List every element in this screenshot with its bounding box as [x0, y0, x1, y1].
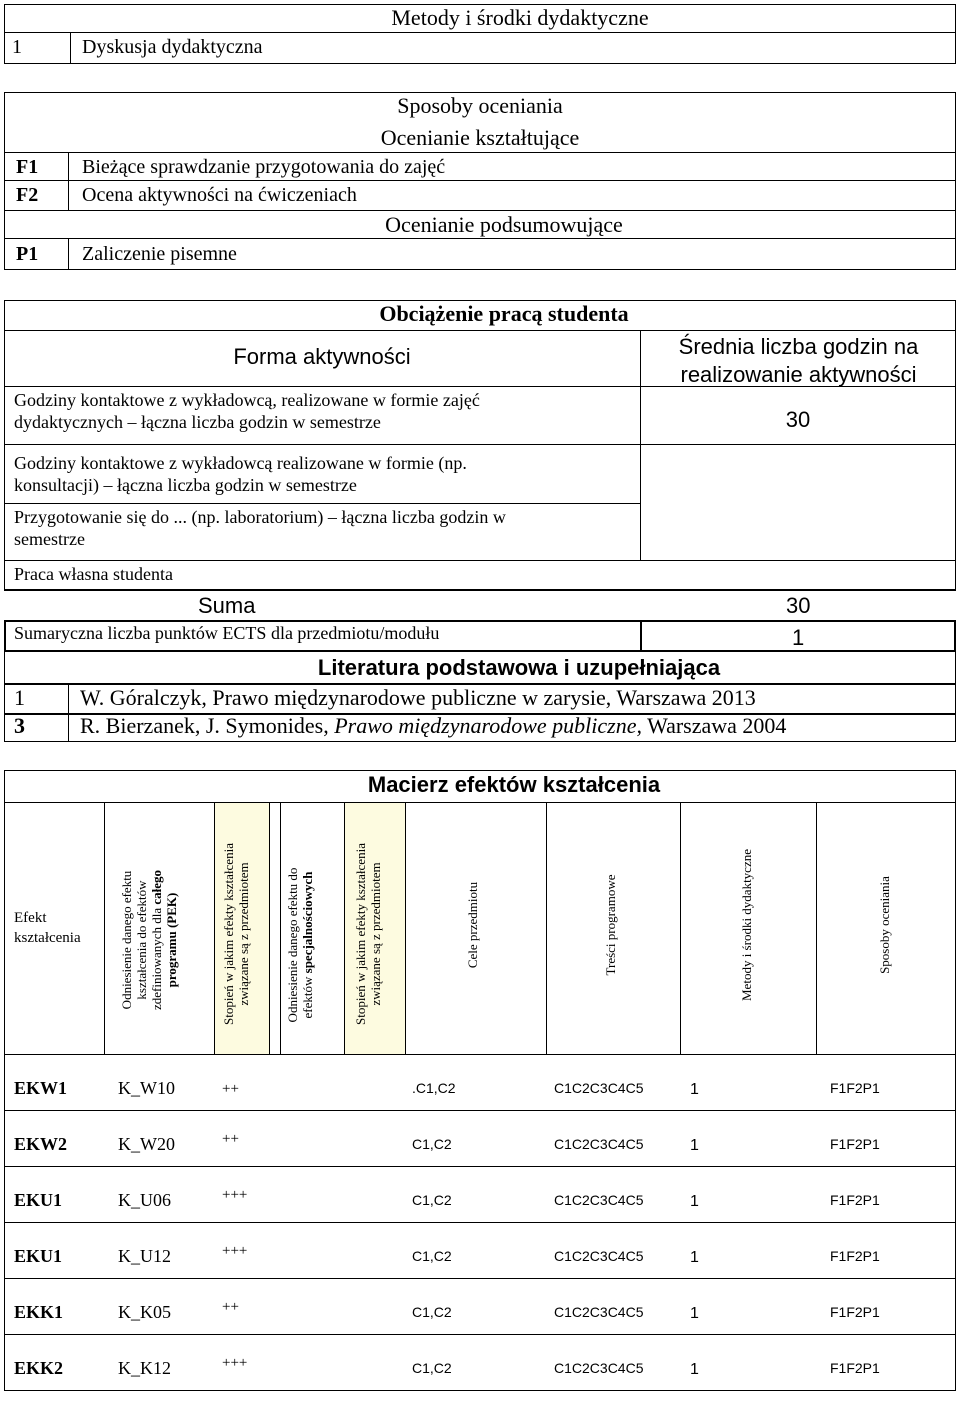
workload-col2-header-line2: realizowanie aktywności	[680, 362, 917, 387]
matrix-header-goals: Cele przedmiotu	[465, 881, 480, 969]
matrix-cell-content: C1C2C3C4C5	[554, 1360, 644, 1376]
summative-code: P1	[16, 243, 39, 265]
literature-num: 3	[14, 713, 25, 738]
assessment-divider-3	[4, 210, 956, 211]
methods-col-divider	[70, 32, 71, 64]
matrix-header-assessment: Sposoby oceniania	[877, 876, 892, 974]
workload-row1-line1: Godziny kontaktowe z wykładowcą, realizowane w formie zajęć	[14, 390, 480, 410]
literature-book-title: Prawo międzynarodowe publiczne,	[334, 713, 642, 738]
methods-row-num: 1	[12, 36, 22, 58]
matrix-cell-degree: +++	[222, 1187, 248, 1203]
matrix-col-divider	[546, 802, 547, 1055]
matrix-cell-pek: K_W20	[118, 1134, 175, 1154]
matrix-cell-pek: K_W10	[118, 1078, 175, 1098]
assessment-col-divider-a	[68, 152, 69, 210]
workload-divider-r3	[4, 560, 956, 561]
matrix-cell-content: C1C2C3C4C5	[554, 1192, 644, 1208]
matrix-cell-assessment: F1F2P1	[830, 1136, 880, 1152]
summative-title: Ocenianie podsumowujące	[385, 212, 623, 237]
matrix-header-spec-line2-bold: specjalnościowych	[299, 871, 315, 974]
literature-place-year: Warszawa 2004	[641, 713, 787, 738]
matrix-header-spec-line1: Odniesienie danego efektu do	[285, 867, 300, 1023]
matrix-cell-degree: ++	[222, 1131, 239, 1147]
matrix-header-degree-1	[222, 816, 252, 1052]
matrix-header-pek-line3-bold: całego	[148, 869, 164, 905]
matrix-cell-goals: C1,C2	[412, 1360, 452, 1376]
literature-text	[80, 714, 786, 738]
workload-divider-r4	[4, 590, 956, 591]
workload-divider-header	[4, 386, 956, 387]
literature-text: W. Góralczyk, Prawo międzynarodowe publiczne w zarysie, Warszawa 2013	[80, 685, 756, 710]
matrix-cell-methods: 1	[690, 1137, 699, 1154]
matrix-header-degree-1-line1: Stopień w jakim efekty kształcenia	[221, 843, 236, 1025]
matrix-header-pek-line2: kształcenia do efektów	[133, 880, 149, 1000]
matrix-title: Macierz efektów kształcenia	[367, 772, 661, 797]
matrix-col-divider	[680, 802, 681, 1055]
assessment-divider-1	[4, 152, 956, 153]
matrix-cell-assessment: F1F2P1	[830, 1080, 880, 1096]
matrix-cell-methods: 1	[690, 1249, 699, 1266]
matrix-cell-content: C1C2C3C4C5	[554, 1080, 644, 1096]
formative-text: Ocena aktywności na ćwiczeniach	[82, 184, 357, 206]
workload-row1-value: 30	[785, 407, 811, 432]
matrix-cell-methods: 1	[690, 1193, 699, 1210]
assessment-title: Sposoby oceniania	[397, 93, 563, 118]
workload-title: Obciążenie pracą studenta	[379, 301, 629, 326]
assessment-divider-2	[4, 180, 956, 181]
matrix-cell-degree: +++	[222, 1355, 248, 1371]
workload-col2-header-line1: Średnia liczba godzin na	[678, 334, 919, 359]
workload-row1-line2: dydaktycznych – łączna liczba godzin w semestrze	[14, 412, 381, 432]
matrix-cell-assessment: F1F2P1	[830, 1192, 880, 1208]
matrix-header-degree-2-line1: Stopień w jakim efekty kształcenia	[353, 843, 368, 1025]
matrix-cell-methods: 1	[690, 1361, 699, 1378]
matrix-cell-pek: K_U06	[118, 1190, 171, 1210]
matrix-cell-assessment: F1F2P1	[830, 1304, 880, 1320]
matrix-cell-goals: .C1,C2	[412, 1080, 456, 1096]
matrix-cell-effect: EKW2	[14, 1134, 68, 1154]
matrix-header-pek-line3	[150, 840, 165, 1040]
summative-text: Zaliczenie pisemne	[82, 243, 237, 265]
matrix-col-divider	[816, 802, 817, 1055]
formative-title: Ocenianie kształtujące	[380, 125, 580, 150]
matrix-header-degree-1-line2: związane są z przedmiotem	[235, 862, 251, 1006]
matrix-cell-effect: EKK2	[14, 1358, 64, 1378]
matrix-cell-degree: ++	[222, 1081, 239, 1097]
workload-sum-label: Suma	[198, 593, 256, 618]
workload-row2-line2: konsultacji) – łączna liczba godzin w semestrze	[14, 475, 357, 495]
workload-row2-line1: Godziny kontaktowe z wykładowcą realizowane w formie (np.	[14, 453, 467, 473]
matrix-header-degree-2	[354, 816, 384, 1052]
matrix-cell-effect: EKU1	[14, 1246, 63, 1266]
assessment-divider-4	[4, 238, 956, 239]
matrix-cell-degree: ++	[222, 1299, 239, 1315]
matrix-col-divider	[104, 802, 105, 1055]
matrix-header-spec-line2-text: efektów	[299, 976, 315, 1019]
matrix-cell-effect: EKU1	[14, 1190, 63, 1210]
matrix-header-content: Treści programowe	[603, 874, 618, 976]
matrix-header-methods: Metody i środki dydaktyczne	[739, 849, 754, 1001]
workload-divider-title	[4, 330, 956, 331]
formative-text: Bieżące sprawdzanie przygotowania do zajęć	[82, 156, 446, 178]
assessment-col-divider-b	[68, 238, 69, 270]
matrix-col-divider	[280, 802, 281, 1055]
methods-row-text: Dyskusja dydaktyczna	[82, 36, 263, 58]
formative-code: F2	[16, 184, 39, 206]
matrix-cell-goals: C1,C2	[412, 1192, 452, 1208]
matrix-header-pek-line3-text: zdefiniowanych dla	[148, 907, 164, 1011]
matrix-header-effect-line1: Efekt	[14, 910, 47, 926]
matrix-cell-pek: K_U12	[118, 1246, 171, 1266]
matrix-cell-effect: EKW1	[14, 1078, 68, 1098]
workload-row3-line1: Przygotowanie się do ... (np. laboratorium) – łączna liczba godzin w	[14, 507, 506, 527]
matrix-cell-content: C1C2C3C4C5	[554, 1304, 644, 1320]
matrix-cell-content: C1C2C3C4C5	[554, 1248, 644, 1264]
methods-divider	[4, 32, 956, 33]
matrix-header-pek-line4: programu (PEK)	[163, 892, 179, 988]
workload-col1-header: Forma aktywności	[233, 344, 411, 369]
matrix-header-degree-2-line2: związane są z przedmiotem	[367, 862, 383, 1006]
workload-divider-r1	[4, 444, 956, 445]
workload-row3-line2: semestrze	[14, 529, 85, 549]
matrix-cell-methods: 1	[690, 1081, 699, 1098]
matrix-cell-goals: C1,C2	[412, 1248, 452, 1264]
formative-code: F1	[16, 156, 39, 178]
matrix-header-pek-line1: Odniesienie danego efektu	[119, 870, 134, 1010]
matrix-header-effect-line2: kształcenia	[14, 930, 81, 946]
ects-col-divider	[640, 620, 642, 652]
matrix-cell-pek: K_K05	[118, 1302, 171, 1322]
matrix-cell-degree: +++	[222, 1243, 248, 1259]
literature-num: 1	[14, 685, 25, 710]
workload-divider-r2	[4, 503, 640, 504]
matrix-cell-assessment: F1F2P1	[830, 1360, 880, 1376]
matrix-header-spec	[286, 845, 316, 1045]
workload-row4: Praca własna studenta	[14, 564, 173, 584]
matrix-cell-assessment: F1F2P1	[830, 1248, 880, 1264]
matrix-cell-pek: K_K12	[118, 1358, 171, 1378]
ects-value: 1	[792, 625, 805, 650]
matrix-cell-goals: C1,C2	[412, 1136, 452, 1152]
matrix-header-spec-line2	[301, 845, 316, 1045]
methods-title: Metody i środki dydaktyczne	[391, 5, 649, 30]
matrix-cell-effect: EKK1	[14, 1302, 64, 1322]
matrix-cell-goals: C1,C2	[412, 1304, 452, 1320]
matrix-cell-content: C1C2C3C4C5	[554, 1136, 644, 1152]
ects-label: Sumaryczna liczba punktów ECTS dla przedmiotu/modułu	[14, 623, 440, 643]
matrix-header-pek	[120, 840, 180, 1040]
workload-sum-value: 30	[786, 593, 811, 618]
literature-title: Literatura podstawowa i uzupełniająca	[317, 655, 721, 680]
literature-authors: R. Bierzanek, J. Symonides,	[80, 713, 335, 738]
matrix-cell-methods: 1	[690, 1305, 699, 1322]
